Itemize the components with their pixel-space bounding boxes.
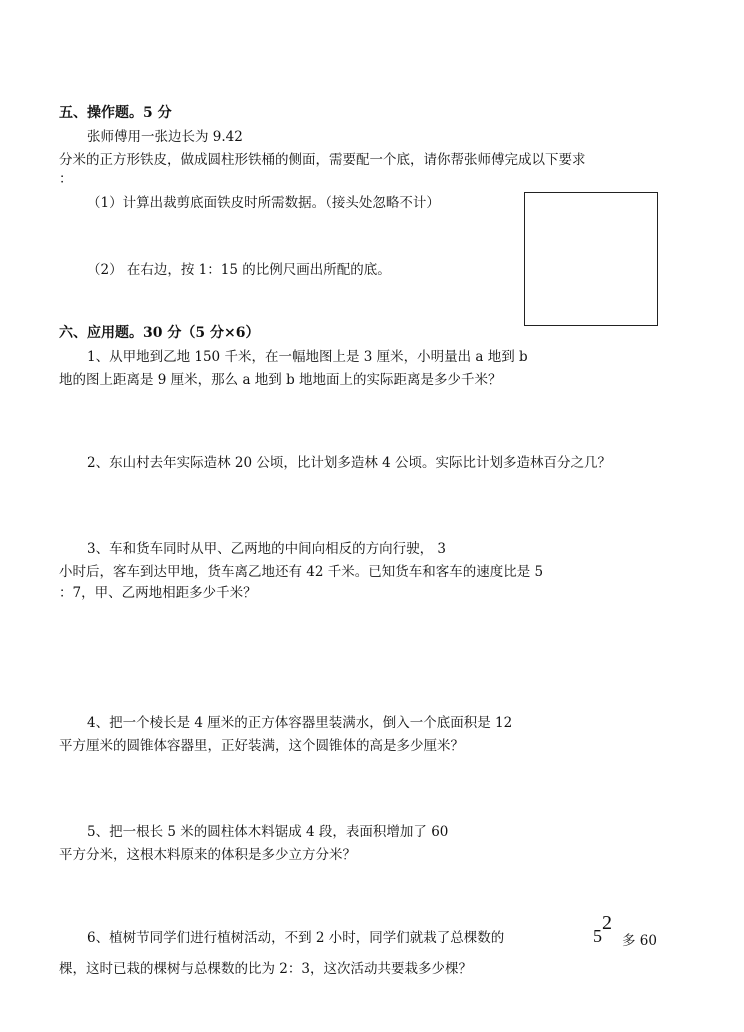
q6-line1: 6、植树节同学们进行植树活动，不到 2 小时，同学们就栽了总棵数的: [87, 930, 505, 946]
q6-fraction-denominator: 5: [593, 926, 602, 946]
section5-text-line1: 张师傅用一张边长为 9.42: [87, 129, 243, 145]
section5-text-line3: ：: [59, 171, 73, 187]
section5-item1: （1）计算出裁剪底面铁皮时所需数据。（接头处忽略不计）: [87, 195, 440, 211]
q1-line2: 地的图上距离是 9 厘米，那么 a 地到 b 地地面上的实际距离是多少千米？: [59, 372, 502, 388]
q6-line2: 棵，这时已栽的棵树与总棵数的比为 2：3，这次活动共要栽多少棵？: [59, 961, 472, 977]
drawing-square-box: [524, 192, 658, 326]
q6-fraction-numerator: 2: [602, 912, 612, 934]
section5-heading: 五、操作题。5 分: [59, 105, 172, 121]
q6-line1-tail: 多 60: [622, 933, 657, 949]
q3-line2: 小时后，客车到达甲地，货车离乙地还有 42 千米。已知货车和客车的速度比是 5: [59, 564, 544, 580]
q1-line1: 1、从甲地到乙地 150 千米，在一幅地图上是 3 厘米，小明量出 a 地到 b: [87, 349, 528, 365]
q5-line1: 5、把一根长 5 米的圆柱体木料锯成 4 段，表面积增加了 60: [87, 824, 449, 840]
section5-text-line2: 分米的正方形铁皮，做成圆柱形铁桶的侧面，需要配一个底，请你帮张师傅完成以下要求: [59, 152, 586, 168]
q4-line2: 平方厘米的圆锥体容器里，正好装满，这个圆锥体的高是多少厘米？: [59, 738, 464, 754]
q2-line: 2、东山村去年实际造林 20 公顷，比计划多造林 4 公顷。实际比计划多造林百分之几？: [87, 455, 612, 471]
section6-heading: 六、应用题。30 分（5 分×6）: [59, 325, 260, 341]
q4-line1: 4、把一个棱长是 4 厘米的正方体容器里装满水，倒入一个底面积是 12: [87, 715, 513, 731]
q3-line3: ：7，甲、乙两地相距多少千米？: [59, 585, 257, 601]
section5-item2: （2） 在右边，按 1：15 的比例尺画出所配的底。: [87, 262, 391, 278]
q5-line2: 平方分米，这根木料原来的体积是多少立方分米？: [59, 847, 356, 863]
q3-line1: 3、车和货车同时从甲、乙两地的中间向相反的方向行驶， 3: [87, 541, 446, 557]
